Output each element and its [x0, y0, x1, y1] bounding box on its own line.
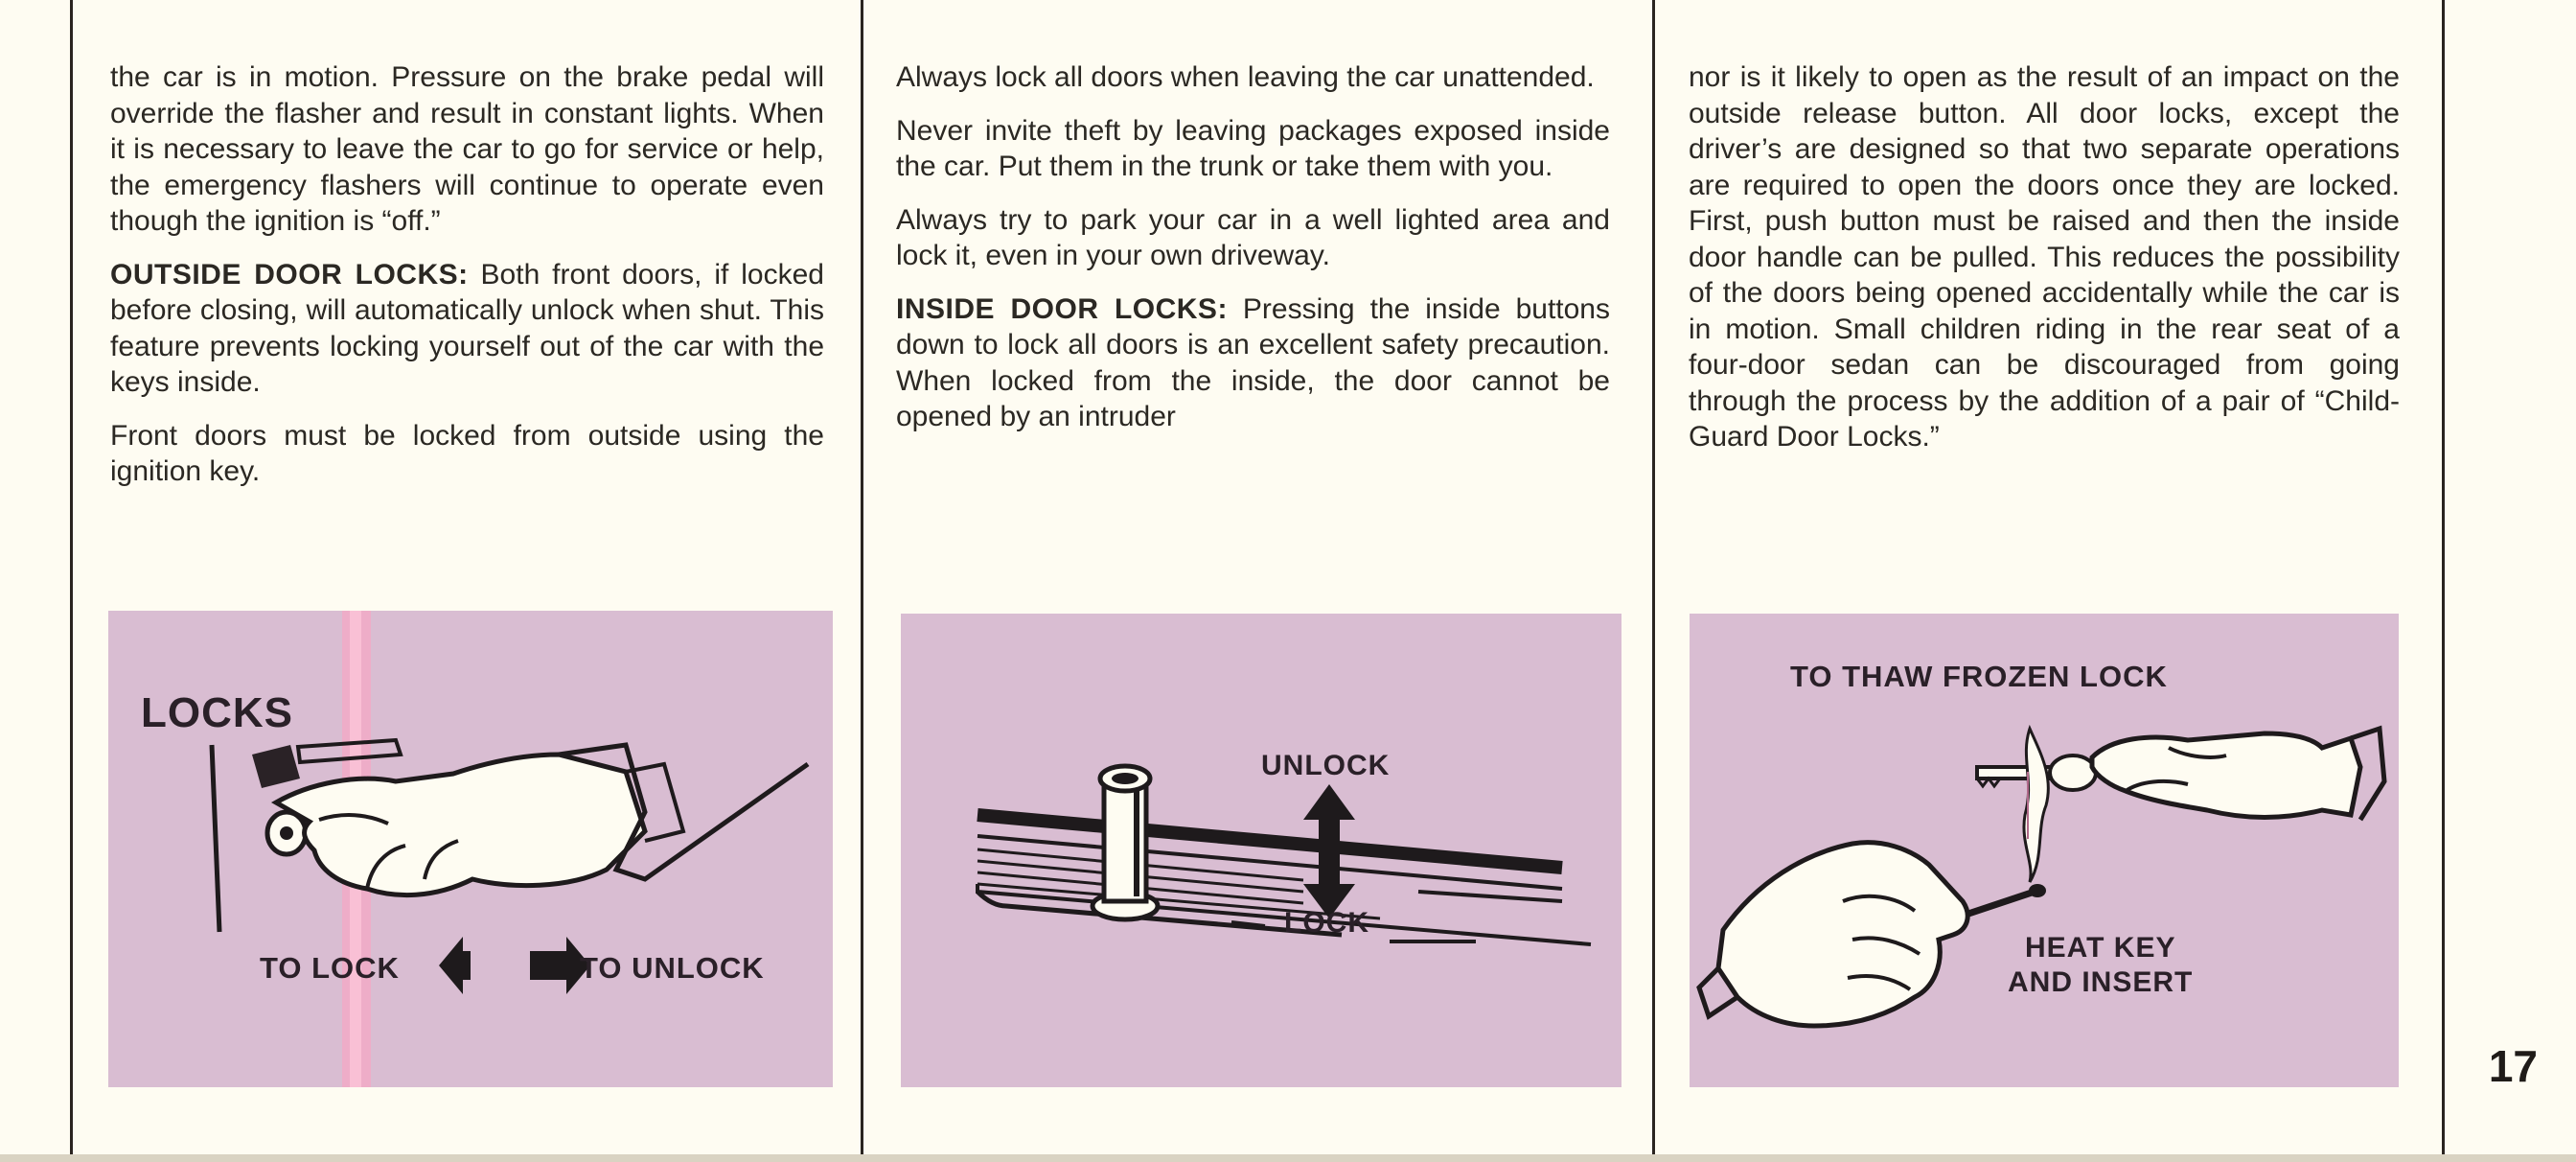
column-divider-left — [70, 0, 73, 1162]
unlock-label: UNLOCK — [1261, 750, 1391, 781]
column-divider-right — [2442, 0, 2445, 1162]
text-column-1 — [110, 59, 824, 507]
inside-door-locks-text: Pressing the inside buttons down to lock all doors is an excellent safety precaution. When locked from the inside, the door cannot be opened by an intruder — [896, 292, 1610, 432]
paragraph-lock-doors: Always lock all doors when leaving the car unattended. — [896, 61, 1595, 93]
paragraph-inside-door-locks — [896, 291, 1610, 435]
illustration-inside-locks — [901, 614, 1622, 1087]
to-lock-label: TO LOCK — [260, 951, 400, 985]
outside-door-locks-text: Both front doors, if locked before closing, will automatically unlock when shut. This feature prevents locking yourself out of the car with the keys inside. — [110, 258, 824, 398]
thaw-frozen-lock-title: TO THAW FROZEN LOCK — [1790, 660, 2168, 693]
illustration-outside-locks — [108, 611, 833, 1087]
page-number: 17 — [2488, 1041, 2538, 1091]
inside-lock-drawing — [901, 614, 1622, 1087]
paragraph-outside-door-locks — [110, 257, 824, 401]
and-insert-label: AND INSERT — [2008, 966, 2194, 998]
column-divider-2 — [1652, 0, 1655, 1162]
heading-inside-door-locks: INSIDE DOOR LOCKS: — [896, 292, 1228, 325]
locks-title: LOCKS — [141, 689, 293, 736]
to-unlock-label: TO UNLOCK — [580, 951, 765, 985]
heading-outside-door-locks: OUTSIDE DOOR LOCKS: — [110, 258, 469, 290]
paragraph-front-doors: Front doors must be locked from outside using the ignition key. — [110, 419, 824, 487]
paragraph-child-guard: nor is it likely to open as the result of an impact on the outside release button. All door locks, except the driver’s are designed so that two separate operations are required to open the doors once they are locked. First, push button must be raised and then the inside door handle can be pulled. This reduces the possibility of the doors being opened accidentally while the car is in motion. Small children riding in the rear seat of a four-door sedan can be discouraged from going through the process by the addition of a pair of “Child-Guard Door Locks.” — [1689, 61, 2400, 453]
outside-lock-drawing — [108, 611, 833, 1087]
illustration-thaw-lock — [1690, 614, 2399, 1087]
paragraph-park-lighted: Always try to park your car in a well lighted area and lock it, even in your own driveway. — [896, 203, 1610, 271]
heat-key-label: HEAT KEY — [2025, 932, 2176, 964]
text-column-2 — [896, 59, 1610, 453]
lock-label: LOCK — [1284, 907, 1369, 939]
column-divider-1 — [861, 0, 863, 1162]
paragraph-emergency-flashers: the car is in motion. Pressure on the brake pedal will override the flasher and result in constant lights. When it is necessary to leave the car to go for service or help, the emergency flashers will continue to operate even though the ignition is “off.” — [110, 61, 824, 237]
paragraph-theft: Never invite theft by leaving packages exposed inside the car. Put them in the trunk or take them with you. — [896, 114, 1610, 182]
text-column-3 — [1689, 59, 2400, 473]
page-bottom-edge — [0, 1154, 2576, 1162]
